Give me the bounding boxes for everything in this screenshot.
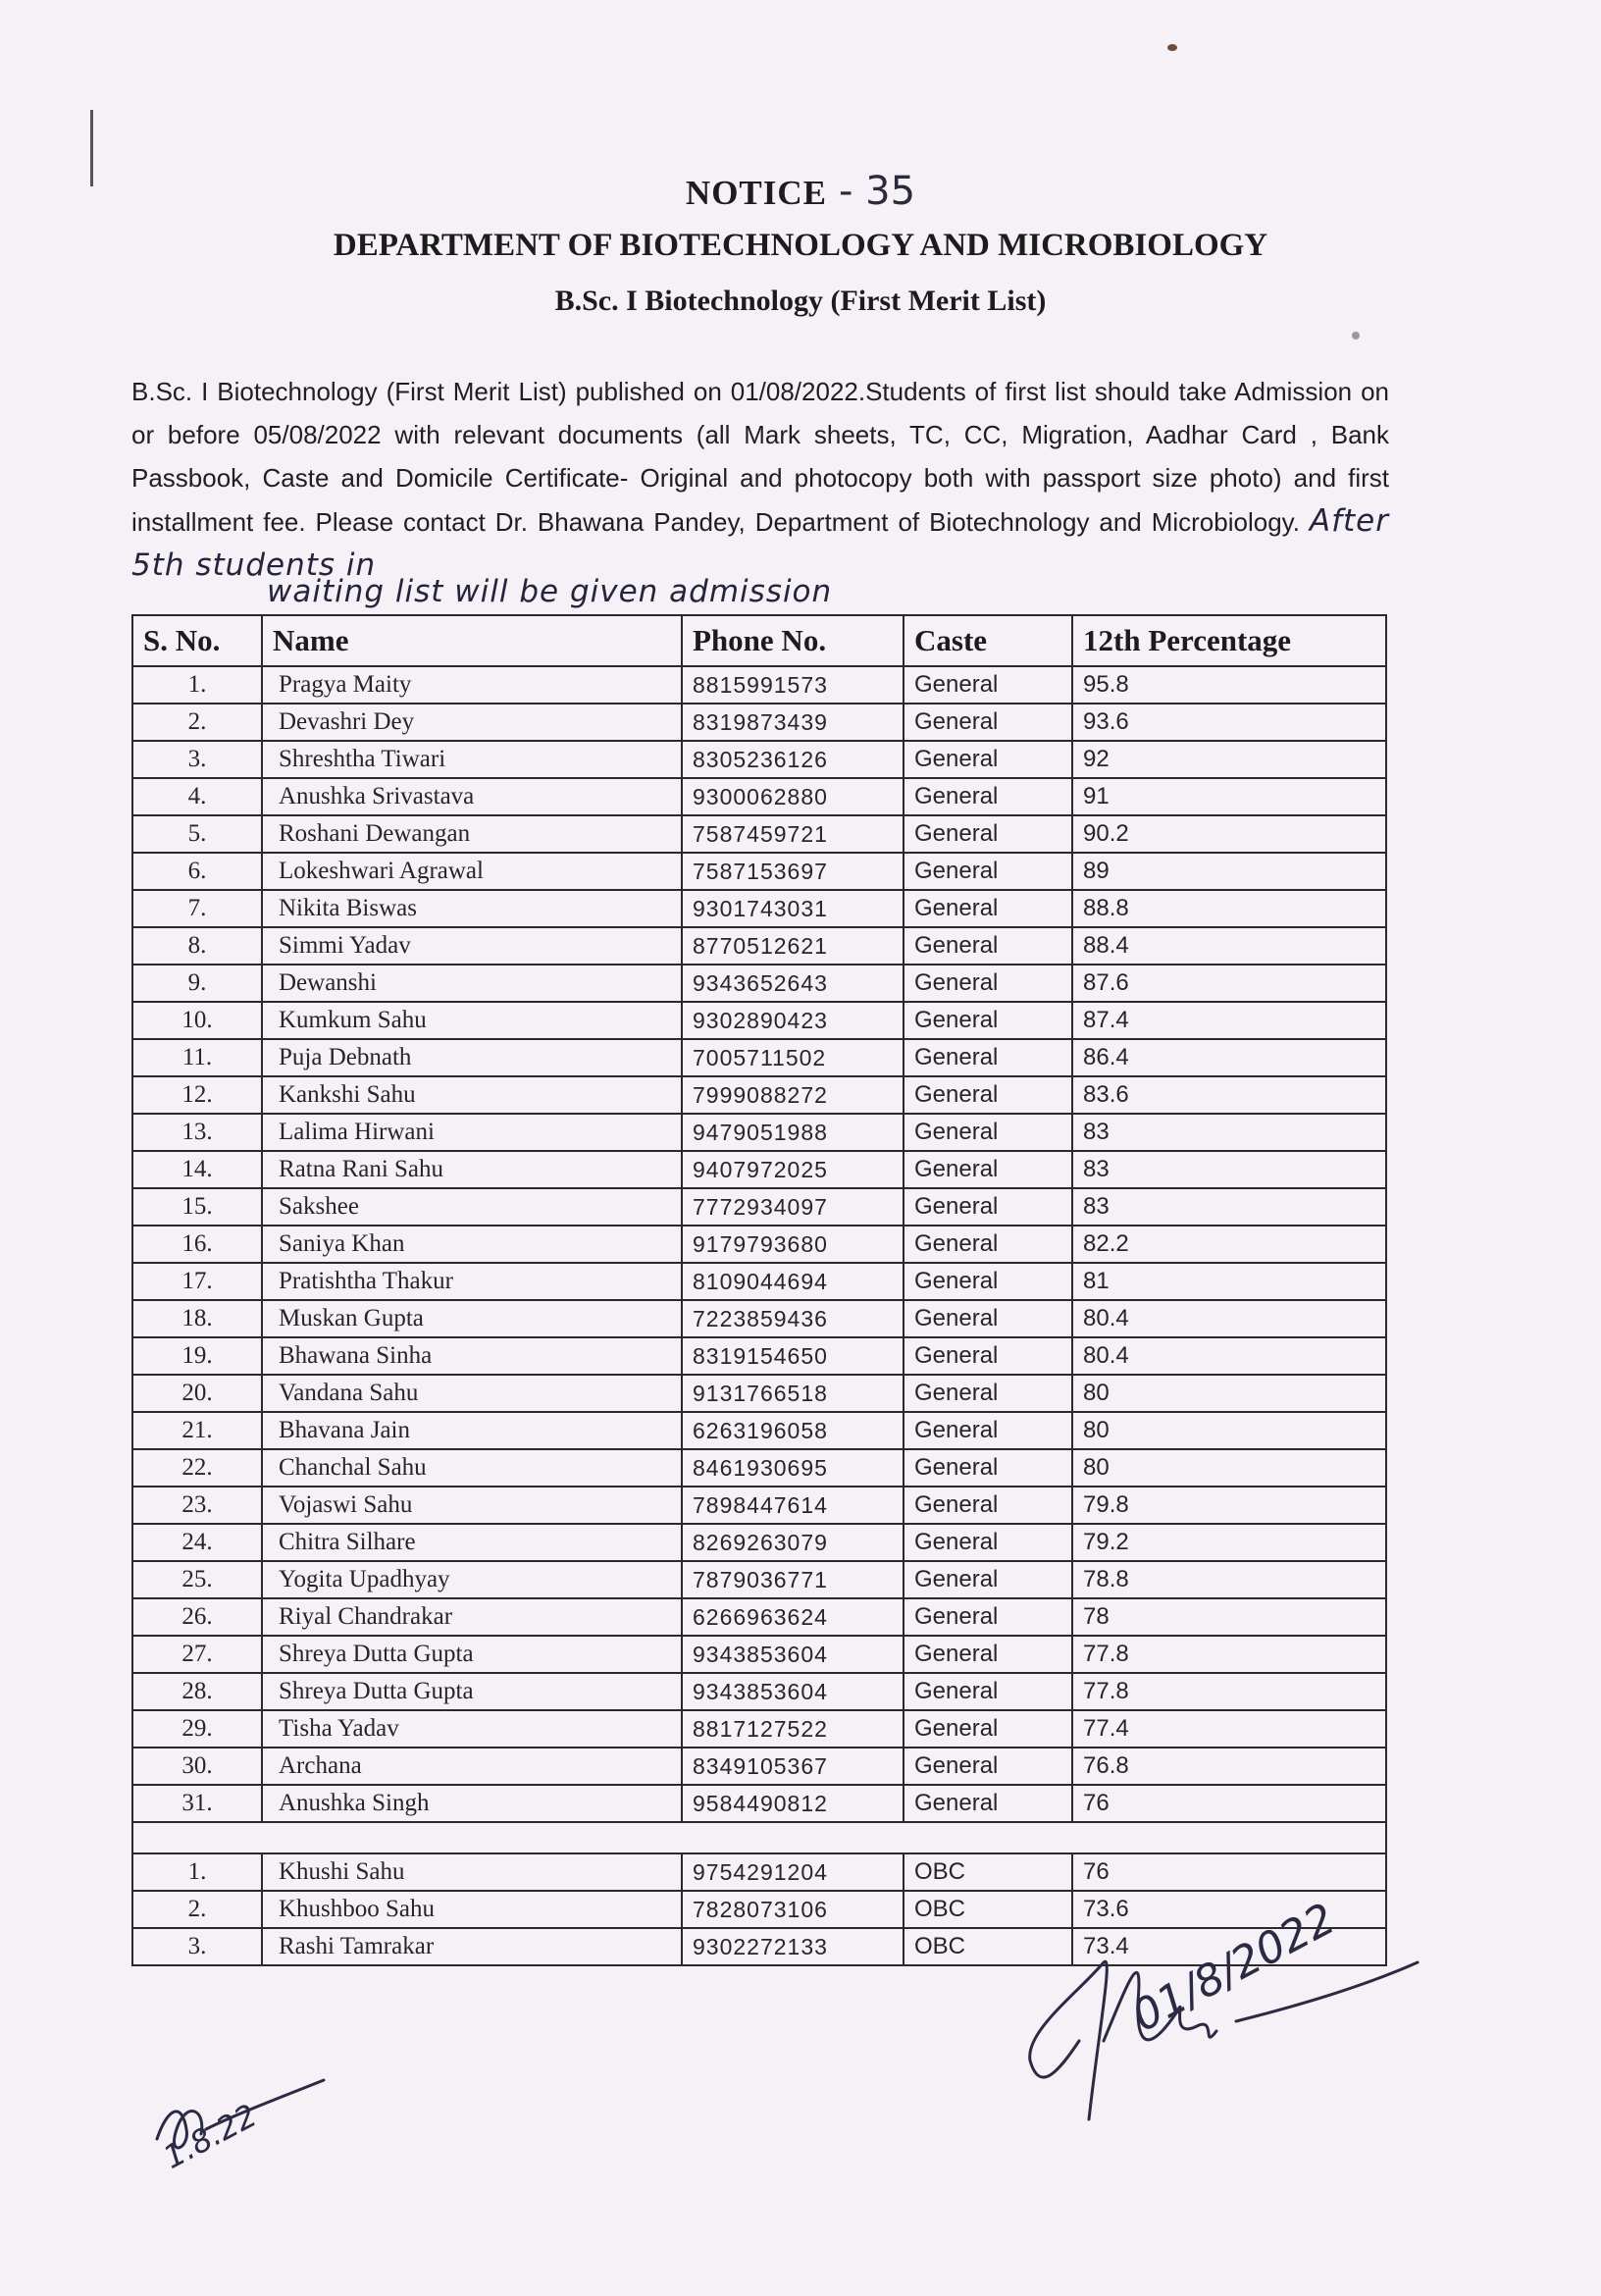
table-row [132, 1524, 1386, 1561]
cell-name: Tisha Yadav [262, 1710, 682, 1748]
cell-percentage: 80.4 [1072, 1337, 1386, 1375]
cell-percentage: 80 [1072, 1449, 1386, 1487]
cell-sno: 1. [132, 1853, 262, 1891]
table-row [132, 1636, 1386, 1673]
cell-phone: 6266963624 [682, 1598, 904, 1636]
cell-percentage: 73.6 [1072, 1891, 1386, 1928]
cell-phone: 9179793680 [682, 1226, 904, 1263]
cell-caste: General [904, 1487, 1072, 1524]
cell-sno: 28. [132, 1673, 262, 1710]
cell-percentage: 93.6 [1072, 704, 1386, 741]
cell-phone: 7898447614 [682, 1487, 904, 1524]
table-header-row [132, 615, 1386, 666]
cell-name: Khushi Sahu [262, 1853, 682, 1891]
cell-name: Nikita Biswas [262, 890, 682, 927]
table-row [132, 1673, 1386, 1710]
cell-caste: General [904, 1263, 1072, 1300]
cell-caste: General [904, 1785, 1072, 1822]
cell-name: Vojaswi Sahu [262, 1487, 682, 1524]
cell-percentage: 86.4 [1072, 1039, 1386, 1076]
cell-caste: General [904, 1561, 1072, 1598]
cell-phone: 8817127522 [682, 1710, 904, 1748]
cell-phone: 9584490812 [682, 1785, 904, 1822]
cell-name: Muskan Gupta [262, 1300, 682, 1337]
notice-paragraph [131, 370, 1389, 588]
cell-sno: 4. [132, 778, 262, 815]
cell-phone: 9407972025 [682, 1151, 904, 1188]
cell-name: Sakshee [262, 1188, 682, 1226]
cell-phone: 8319873439 [682, 704, 904, 741]
cell-phone: 9302272133 [682, 1928, 904, 1965]
cell-caste: OBC [904, 1928, 1072, 1965]
cell-name: Saniya Khan [262, 1226, 682, 1263]
table-row [132, 1226, 1386, 1263]
table-row [132, 890, 1386, 927]
cell-phone: 7828073106 [682, 1891, 904, 1928]
cell-sno: 25. [132, 1561, 262, 1598]
cell-percentage: 79.8 [1072, 1487, 1386, 1524]
cell-caste: General [904, 1039, 1072, 1076]
cell-name: Kankshi Sahu [262, 1076, 682, 1114]
cell-name: Puja Debnath [262, 1039, 682, 1076]
cell-sno: 26. [132, 1598, 262, 1636]
cell-sno: 6. [132, 853, 262, 890]
cell-percentage: 80 [1072, 1412, 1386, 1449]
cell-sno: 3. [132, 1928, 262, 1965]
cell-caste: General [904, 1673, 1072, 1710]
table-row [132, 1151, 1386, 1188]
cell-caste: General [904, 890, 1072, 927]
cell-sno: 24. [132, 1524, 262, 1561]
separator-cell [132, 1822, 1386, 1853]
cell-sno: 7. [132, 890, 262, 927]
table-row [132, 741, 1386, 778]
cell-percentage: 83 [1072, 1151, 1386, 1188]
merit-table-body [132, 666, 1386, 1965]
cell-phone: 9754291204 [682, 1853, 904, 1891]
signature-left-date: 1.8.22 [157, 2096, 263, 2176]
cell-percentage: 82.2 [1072, 1226, 1386, 1263]
cell-percentage: 73.4 [1072, 1928, 1386, 1965]
cell-percentage: 88.8 [1072, 890, 1386, 927]
cell-sno: 11. [132, 1039, 262, 1076]
table-row [132, 1412, 1386, 1449]
cell-caste: General [904, 1188, 1072, 1226]
cell-percentage: 79.2 [1072, 1524, 1386, 1561]
table-row [132, 1748, 1386, 1785]
cell-percentage: 87.6 [1072, 965, 1386, 1002]
table-row [132, 927, 1386, 965]
cell-sno: 9. [132, 965, 262, 1002]
cell-caste: OBC [904, 1853, 1072, 1891]
cell-sno: 22. [132, 1449, 262, 1487]
cell-name: Anushka Singh [262, 1785, 682, 1822]
cell-phone: 9302890423 [682, 1002, 904, 1039]
cell-name: Roshani Dewangan [262, 815, 682, 853]
merit-list-subtitle: B.Sc. I Biotechnology (First Merit List) [554, 285, 1047, 317]
cell-phone: 8109044694 [682, 1263, 904, 1300]
cell-sno: 14. [132, 1151, 262, 1188]
cell-sno: 29. [132, 1710, 262, 1748]
cell-sno: 12. [132, 1076, 262, 1114]
cell-percentage: 90.2 [1072, 815, 1386, 853]
notice-number: - 35 [839, 169, 916, 214]
cell-caste: General [904, 1524, 1072, 1561]
cell-caste: OBC [904, 1891, 1072, 1928]
cell-phone: 8305236126 [682, 741, 904, 778]
cell-sno: 10. [132, 1002, 262, 1039]
cell-percentage: 89 [1072, 853, 1386, 890]
cell-phone: 9300062880 [682, 778, 904, 815]
table-row [132, 704, 1386, 741]
cell-name: Chanchal Sahu [262, 1449, 682, 1487]
notice-label: NOTICE [685, 174, 828, 212]
cell-sno: 21. [132, 1412, 262, 1449]
notice-text: B.Sc. I Biotechnology (First Merit List) published on 01/08/2022.Students of first list should take Admission on or before 05/08/2022 with relevant documents (all Mark sheets, TC, CC, Migration, Aadhar Card , Bank Passbook, Caste and Domicile Certificate- Original and photocopy both with passport size photo) and first installment fee. Please contact Dr. Bhawana Pandey, Department of Biotechnology and Microbiology. [131, 377, 1389, 537]
cell-name: Ratna Rani Sahu [262, 1151, 682, 1188]
cell-sno: 13. [132, 1114, 262, 1151]
cell-percentage: 81 [1072, 1263, 1386, 1300]
header-sno: S. No. [132, 615, 262, 666]
cell-sno: 18. [132, 1300, 262, 1337]
cell-caste: General [904, 1226, 1072, 1263]
cell-percentage: 76 [1072, 1785, 1386, 1822]
cell-caste: General [904, 927, 1072, 965]
table-row [132, 666, 1386, 704]
cell-name: Rashi Tamrakar [262, 1928, 682, 1965]
cell-caste: General [904, 1412, 1072, 1449]
cell-caste: General [904, 741, 1072, 778]
cell-phone: 9131766518 [682, 1375, 904, 1412]
table-row [132, 1561, 1386, 1598]
handwritten-note-line2: waiting list will be given admission [267, 574, 833, 609]
table-row [132, 1076, 1386, 1114]
handwritten-note-line1: After 5th students in [131, 503, 1389, 583]
cell-sno: 19. [132, 1337, 262, 1375]
cell-sno: 27. [132, 1636, 262, 1673]
cell-sno: 2. [132, 704, 262, 741]
cell-name: Pragya Maity [262, 666, 682, 704]
cell-sno: 15. [132, 1188, 262, 1226]
table-row [132, 1598, 1386, 1636]
cell-name: Yogita Upadhyay [262, 1561, 682, 1598]
ink-speck [1167, 44, 1177, 51]
cell-percentage: 87.4 [1072, 1002, 1386, 1039]
cell-percentage: 88.4 [1072, 927, 1386, 965]
cell-percentage: 78 [1072, 1598, 1386, 1636]
cell-phone: 7587153697 [682, 853, 904, 890]
cell-name: Shreya Dutta Gupta [262, 1636, 682, 1673]
cell-sno: 8. [132, 927, 262, 965]
department-title: DEPARTMENT OF BIOTECHNOLOGY AND MICROBIOLOGY [333, 228, 1268, 263]
notice-heading [0, 169, 1601, 214]
table-row [132, 1487, 1386, 1524]
cell-phone: 7223859436 [682, 1300, 904, 1337]
cell-caste: General [904, 1748, 1072, 1785]
cell-caste: General [904, 1002, 1072, 1039]
merit-list-table [131, 614, 1387, 1966]
cell-caste: General [904, 853, 1072, 890]
cell-name: Anushka Srivastava [262, 778, 682, 815]
cell-caste: General [904, 1300, 1072, 1337]
cell-caste: General [904, 704, 1072, 741]
cell-percentage: 80.4 [1072, 1300, 1386, 1337]
table-row [132, 815, 1386, 853]
cell-phone: 7772934097 [682, 1188, 904, 1226]
table-row [132, 1039, 1386, 1076]
cell-phone: 8349105367 [682, 1748, 904, 1785]
cell-caste: General [904, 1337, 1072, 1375]
header-phone: Phone No. [682, 615, 904, 666]
cell-caste: General [904, 1449, 1072, 1487]
cell-phone: 8269263079 [682, 1524, 904, 1561]
cell-caste: General [904, 1114, 1072, 1151]
table-row [132, 1853, 1386, 1891]
header-caste: Caste [904, 615, 1072, 666]
cell-sno: 16. [132, 1226, 262, 1263]
cell-sno: 17. [132, 1263, 262, 1300]
cell-name: Dewanshi [262, 965, 682, 1002]
cell-sno: 3. [132, 741, 262, 778]
cell-sno: 31. [132, 1785, 262, 1822]
cell-name: Lokeshwari Agrawal [262, 853, 682, 890]
table-row [132, 1785, 1386, 1822]
table-row [132, 1114, 1386, 1151]
cell-caste: General [904, 1636, 1072, 1673]
cell-percentage: 91 [1072, 778, 1386, 815]
cell-sno: 23. [132, 1487, 262, 1524]
cell-phone: 8815991573 [682, 666, 904, 704]
cell-name: Riyal Chandrakar [262, 1598, 682, 1636]
cell-phone: 7999088272 [682, 1076, 904, 1114]
cell-caste: General [904, 1710, 1072, 1748]
cell-phone: 7005711502 [682, 1039, 904, 1076]
cell-sno: 20. [132, 1375, 262, 1412]
cell-percentage: 92 [1072, 741, 1386, 778]
cell-phone: 7587459721 [682, 815, 904, 853]
cell-percentage: 83 [1072, 1188, 1386, 1226]
cell-percentage: 77.4 [1072, 1710, 1386, 1748]
cell-percentage: 77.8 [1072, 1673, 1386, 1710]
cell-caste: General [904, 1375, 1072, 1412]
table-row [132, 853, 1386, 890]
cell-percentage: 83 [1072, 1114, 1386, 1151]
cell-caste: General [904, 1076, 1072, 1114]
cell-name: Vandana Sahu [262, 1375, 682, 1412]
cell-phone: 9343853604 [682, 1673, 904, 1710]
table-row [132, 1188, 1386, 1226]
table-row [132, 1002, 1386, 1039]
cell-name: Kumkum Sahu [262, 1002, 682, 1039]
cell-phone: 9343652643 [682, 965, 904, 1002]
table-row [132, 1337, 1386, 1375]
cell-phone: 9343853604 [682, 1636, 904, 1673]
table-row [132, 1300, 1386, 1337]
cell-caste: General [904, 1151, 1072, 1188]
ink-speck [1352, 332, 1360, 339]
cell-phone: 8770512621 [682, 927, 904, 965]
cell-percentage: 76.8 [1072, 1748, 1386, 1785]
table-row [132, 778, 1386, 815]
cell-caste: General [904, 965, 1072, 1002]
cell-percentage: 95.8 [1072, 666, 1386, 704]
cell-caste: General [904, 1598, 1072, 1636]
cell-name: Bhawana Sinha [262, 1337, 682, 1375]
cell-caste: General [904, 815, 1072, 853]
cell-name: Shreshtha Tiwari [262, 741, 682, 778]
cell-name: Simmi Yadav [262, 927, 682, 965]
header-name: Name [262, 615, 682, 666]
cell-name: Shreya Dutta Gupta [262, 1673, 682, 1710]
cell-name: Pratishtha Thakur [262, 1263, 682, 1300]
cell-phone: 7879036771 [682, 1561, 904, 1598]
cell-name: Devashri Dey [262, 704, 682, 741]
cell-percentage: 80 [1072, 1375, 1386, 1412]
cell-sno: 30. [132, 1748, 262, 1785]
cell-caste: General [904, 666, 1072, 704]
cell-phone: 8461930695 [682, 1449, 904, 1487]
table-row [132, 1449, 1386, 1487]
cell-percentage: 76 [1072, 1853, 1386, 1891]
table-separator-row [132, 1822, 1386, 1853]
cell-sno: 2. [132, 1891, 262, 1928]
table-row [132, 1710, 1386, 1748]
cell-name: Lalima Hirwani [262, 1114, 682, 1151]
cell-sno: 5. [132, 815, 262, 853]
cell-percentage: 78.8 [1072, 1561, 1386, 1598]
cell-name: Bhavana Jain [262, 1412, 682, 1449]
cell-phone: 9301743031 [682, 890, 904, 927]
table-row [132, 1375, 1386, 1412]
table-row [132, 965, 1386, 1002]
cell-phone: 9479051988 [682, 1114, 904, 1151]
cell-phone: 6263196058 [682, 1412, 904, 1449]
cell-caste: General [904, 778, 1072, 815]
cell-percentage: 77.8 [1072, 1636, 1386, 1673]
header-percentage: 12th Percentage [1072, 615, 1386, 666]
signature-right-date: 01/8/2022 [1124, 1894, 1344, 2042]
cell-sno: 1. [132, 666, 262, 704]
cell-name: Archana [262, 1748, 682, 1785]
cell-name: Chitra Silhare [262, 1524, 682, 1561]
table-row [132, 1263, 1386, 1300]
cell-percentage: 83.6 [1072, 1076, 1386, 1114]
cell-phone: 8319154650 [682, 1337, 904, 1375]
cell-name: Khushboo Sahu [262, 1891, 682, 1928]
